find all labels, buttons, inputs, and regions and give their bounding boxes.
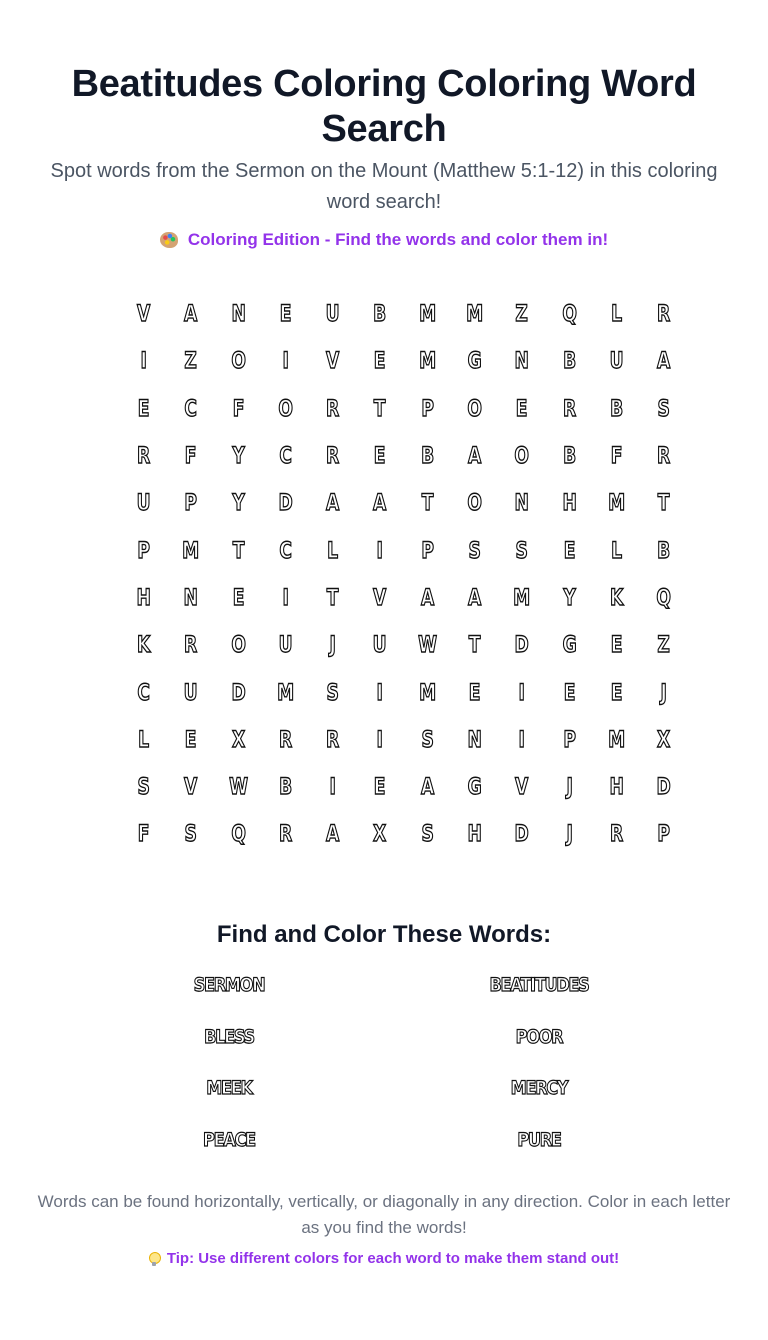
grid-cell[interactable]: I bbox=[282, 585, 289, 611]
grid-cell[interactable]: M bbox=[276, 680, 295, 706]
grid-cell[interactable]: U bbox=[609, 349, 624, 375]
grid-cell[interactable]: L bbox=[138, 727, 150, 753]
grid-cell[interactable]: I bbox=[329, 775, 337, 801]
tip-banner bbox=[0, 1249, 768, 1269]
grid-cell[interactable]: U bbox=[278, 633, 293, 659]
grid-cell[interactable]: L bbox=[611, 538, 623, 564]
word-list-item: PEACE bbox=[203, 1128, 255, 1151]
grid-cell[interactable]: E bbox=[563, 538, 576, 564]
grid-cell[interactable]: B bbox=[420, 444, 434, 470]
grid-cell[interactable]: S bbox=[184, 822, 198, 848]
grid-cell[interactable]: L bbox=[611, 302, 623, 328]
grid-cell[interactable]: O bbox=[514, 444, 530, 470]
grid-cell[interactable]: S bbox=[657, 396, 671, 422]
grid-cell[interactable]: E bbox=[279, 302, 292, 328]
grid-cell[interactable]: N bbox=[514, 349, 530, 375]
grid-cell[interactable]: B bbox=[562, 444, 576, 470]
word-list-item: BEATITUDES bbox=[489, 974, 589, 996]
grid-cell[interactable]: B bbox=[657, 538, 671, 564]
grid-cell[interactable]: H bbox=[467, 822, 482, 848]
grid-cell[interactable]: T bbox=[658, 491, 670, 517]
word-list-item: SERMON bbox=[193, 974, 265, 996]
grid-cell[interactable]: I bbox=[140, 349, 147, 375]
grid-cell[interactable]: H bbox=[136, 585, 151, 611]
grid-cell[interactable]: R bbox=[184, 633, 198, 659]
grid-cell[interactable]: E bbox=[468, 680, 481, 706]
grid-cell[interactable]: R bbox=[278, 822, 293, 848]
grid-cell[interactable]: S bbox=[515, 538, 529, 564]
grid-cell[interactable]: A bbox=[468, 585, 482, 611]
grid-cell[interactable]: T bbox=[232, 538, 245, 564]
grid-cell[interactable]: E bbox=[610, 633, 623, 659]
grid-cell[interactable]: P bbox=[657, 822, 671, 848]
grid-cell[interactable]: I bbox=[376, 680, 384, 706]
grid-cell[interactable]: R bbox=[326, 444, 340, 470]
grid-cell[interactable]: N bbox=[514, 491, 530, 517]
grid-cell[interactable]: P bbox=[563, 727, 576, 753]
palette-icon bbox=[160, 232, 178, 248]
grid-cell[interactable]: D bbox=[231, 680, 246, 706]
grid-cell[interactable]: Y bbox=[232, 444, 245, 470]
tip-text: Tip: Use different colors for each word to make them stand out! bbox=[166, 1250, 620, 1267]
edition-text: Coloring Edition - Find the words and color them in! bbox=[187, 230, 609, 249]
grid-cell[interactable]: M bbox=[418, 302, 436, 328]
grid-cell[interactable]: Z bbox=[657, 633, 671, 659]
grid-cell[interactable]: P bbox=[184, 491, 198, 517]
grid-cell[interactable]: O bbox=[467, 491, 483, 517]
grid-cell[interactable]: V bbox=[373, 585, 387, 611]
grid-cell[interactable]: X bbox=[657, 727, 671, 753]
grid-cell[interactable]: O bbox=[230, 349, 246, 375]
grid-cell[interactable]: M bbox=[418, 349, 436, 375]
grid-cell[interactable]: Q bbox=[230, 822, 246, 848]
grid-cell[interactable]: M bbox=[182, 538, 200, 564]
grid-cell[interactable]: I bbox=[518, 727, 526, 753]
grid-cell[interactable]: T bbox=[326, 585, 339, 611]
grid-cell[interactable]: U bbox=[183, 680, 198, 706]
grid-cell[interactable]: M bbox=[418, 680, 436, 706]
grid-cell[interactable]: R bbox=[562, 396, 576, 422]
word-list-title: Find and Color These Words: bbox=[216, 921, 552, 948]
grid-cell[interactable]: R bbox=[326, 727, 340, 753]
grid-cell[interactable]: I bbox=[376, 538, 384, 564]
grid-cell[interactable]: W bbox=[228, 775, 248, 801]
grid-cell[interactable]: I bbox=[282, 349, 289, 375]
grid-cell[interactable]: A bbox=[468, 444, 482, 470]
grid-cell[interactable]: F bbox=[137, 822, 150, 848]
grid-cell[interactable]: D bbox=[278, 491, 293, 517]
grid-cell[interactable]: N bbox=[231, 302, 246, 328]
grid-cell[interactable]: U bbox=[373, 633, 388, 659]
word-list-item: MERCY bbox=[510, 1077, 568, 1099]
grid-cell[interactable]: Y bbox=[563, 585, 576, 611]
grid-cell[interactable]: W bbox=[417, 633, 437, 659]
grid-cell[interactable]: B bbox=[373, 302, 387, 328]
grid-cell[interactable]: D bbox=[514, 633, 530, 659]
grid-cell[interactable]: M bbox=[608, 491, 626, 517]
word-list-item: MEEK bbox=[206, 1077, 252, 1099]
grid-cell[interactable]: V bbox=[184, 775, 198, 801]
grid-cell[interactable]: V bbox=[326, 349, 340, 375]
grid-cell[interactable]: U bbox=[325, 302, 340, 328]
grid-cell[interactable]: Q bbox=[562, 302, 577, 328]
grid-cell[interactable]: S bbox=[137, 775, 150, 801]
grid-cell[interactable]: J bbox=[329, 633, 337, 659]
grid-cell[interactable]: I bbox=[518, 680, 526, 706]
grid-cell[interactable]: O bbox=[230, 633, 246, 659]
grid-cell[interactable]: E bbox=[137, 396, 150, 422]
grid-cell[interactable]: Z bbox=[515, 302, 529, 328]
grid-cell[interactable]: B bbox=[610, 396, 624, 422]
grid-cell[interactable]: A bbox=[326, 491, 340, 517]
word-list-section bbox=[0, 918, 768, 1180]
grid-cell[interactable]: H bbox=[562, 491, 577, 517]
word-list bbox=[74, 974, 694, 1180]
grid-cell[interactable]: D bbox=[514, 822, 530, 848]
word-search-grid bbox=[120, 291, 688, 859]
grid-cell[interactable]: G bbox=[467, 775, 482, 801]
grid-cell[interactable]: N bbox=[183, 585, 199, 611]
grid-cell[interactable]: T bbox=[468, 633, 481, 659]
grid-cell[interactable]: S bbox=[421, 822, 434, 848]
grid-cell[interactable]: A bbox=[420, 775, 435, 801]
grid-cell[interactable]: F bbox=[232, 396, 245, 422]
grid-cell[interactable]: A bbox=[326, 822, 340, 848]
grid-cell[interactable]: M bbox=[608, 727, 626, 753]
grid-cell[interactable]: E bbox=[516, 396, 528, 422]
grid-cell[interactable]: A bbox=[657, 349, 671, 375]
grid-cell[interactable]: T bbox=[421, 491, 434, 517]
grid-cell[interactable]: H bbox=[609, 775, 624, 801]
grid-cell[interactable]: E bbox=[185, 727, 197, 753]
grid-cell[interactable]: X bbox=[373, 822, 387, 848]
word-list-item: PURE bbox=[517, 1128, 561, 1151]
grid-cell[interactable]: F bbox=[185, 444, 197, 470]
grid-cell[interactable]: S bbox=[326, 680, 340, 706]
grid-cell[interactable]: G bbox=[467, 349, 482, 375]
grid-cell[interactable]: C bbox=[137, 680, 150, 706]
grid-cell[interactable]: E bbox=[374, 349, 386, 375]
grid-cell[interactable]: G bbox=[562, 633, 577, 659]
instructions-text: Words can be found horizontally, vertically, or diagonally in any direction. Color in each letter as you find the words! bbox=[37, 1192, 731, 1237]
grid-cell[interactable]: O bbox=[278, 396, 293, 422]
grid-cell[interactable]: P bbox=[421, 538, 434, 564]
grid-cell[interactable]: V bbox=[515, 775, 529, 801]
grid-cell[interactable]: R bbox=[610, 822, 624, 848]
grid-cell[interactable]: F bbox=[610, 444, 623, 470]
grid-cell[interactable]: Y bbox=[232, 491, 245, 517]
grid-cell[interactable]: J bbox=[566, 775, 573, 801]
grid-cell[interactable]: P bbox=[421, 396, 434, 422]
word-list-item: POOR bbox=[515, 1025, 563, 1048]
grid-cell[interactable]: U bbox=[136, 491, 151, 517]
grid-cell[interactable]: B bbox=[562, 349, 576, 375]
grid-cell[interactable]: C bbox=[184, 396, 198, 422]
grid-cell[interactable]: X bbox=[231, 727, 245, 753]
grid-cell[interactable]: R bbox=[326, 396, 340, 422]
grid-cell[interactable]: E bbox=[374, 775, 386, 801]
grid-cell[interactable]: R bbox=[278, 727, 293, 753]
grid-cell[interactable]: K bbox=[609, 585, 624, 611]
page-title: Beatitudes Coloring Coloring Word Search bbox=[71, 63, 697, 150]
grid-cell[interactable]: C bbox=[279, 444, 292, 470]
grid-cell[interactable]: A bbox=[184, 302, 198, 328]
page-footer bbox=[0, 1189, 768, 1269]
grid-cell[interactable]: Q bbox=[656, 585, 672, 611]
grid-cell[interactable]: R bbox=[657, 444, 671, 470]
page-header bbox=[0, 62, 768, 251]
grid-cell[interactable]: A bbox=[373, 491, 387, 517]
edition-banner bbox=[0, 229, 768, 251]
word-list-item: BLESS bbox=[204, 1025, 254, 1048]
grid-cell[interactable]: J bbox=[660, 680, 668, 706]
grid-cell[interactable]: T bbox=[374, 396, 386, 422]
grid-cell[interactable]: J bbox=[566, 822, 573, 848]
grid-cell[interactable]: P bbox=[137, 538, 150, 564]
grid-cell[interactable]: I bbox=[376, 727, 384, 753]
grid-cell[interactable]: S bbox=[421, 727, 434, 753]
grid-cell[interactable]: S bbox=[468, 538, 481, 564]
grid-cell[interactable]: E bbox=[563, 680, 576, 706]
page-subtitle: Spot words from the Sermon on the Mount (Matthew 5:1-12) in this coloring word search! bbox=[50, 160, 718, 213]
grid-cell[interactable]: R bbox=[657, 302, 671, 328]
grid-cell[interactable]: B bbox=[278, 775, 293, 801]
grid-cell[interactable]: E bbox=[232, 585, 245, 611]
grid-cell[interactable]: E bbox=[610, 680, 623, 706]
grid-cell[interactable]: Z bbox=[184, 349, 198, 375]
grid-cell[interactable]: D bbox=[656, 775, 672, 801]
grid-cell[interactable]: N bbox=[467, 727, 482, 753]
grid-cell[interactable]: V bbox=[137, 302, 151, 328]
grid-cell[interactable]: C bbox=[279, 538, 292, 564]
grid-cell[interactable]: A bbox=[420, 585, 435, 611]
grid-cell[interactable]: L bbox=[327, 538, 339, 564]
grid-cell[interactable]: R bbox=[137, 444, 151, 470]
grid-cell[interactable]: K bbox=[136, 633, 151, 659]
grid-cell[interactable]: M bbox=[466, 302, 484, 328]
grid-cell[interactable]: E bbox=[374, 444, 386, 470]
lightbulb-icon bbox=[149, 1252, 159, 1266]
grid-cell[interactable]: O bbox=[467, 396, 483, 422]
grid-cell[interactable]: M bbox=[513, 585, 531, 611]
